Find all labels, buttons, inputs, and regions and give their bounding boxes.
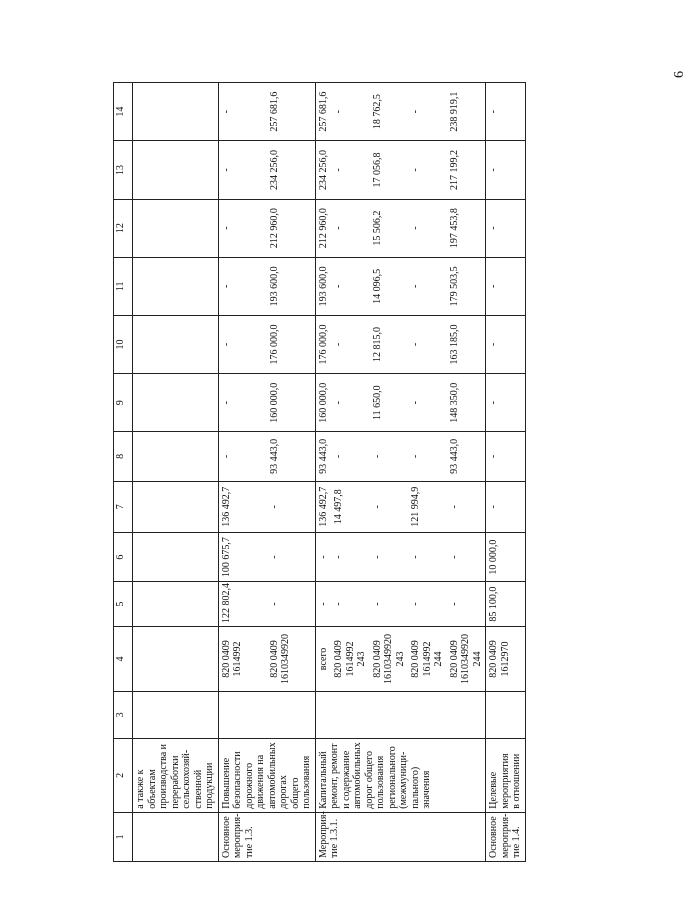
cell-text-line: 1610349920	[383, 633, 394, 684]
value-cell: 176 000,0	[267, 315, 316, 373]
value-cell: -	[218, 315, 267, 373]
cell-text-line: мероприя-	[232, 813, 243, 858]
value-cell: 234 256,0	[315, 141, 331, 199]
cell-text-line: 1614992	[344, 641, 356, 677]
value-cell: -	[447, 481, 486, 532]
value-cell: -	[218, 374, 267, 432]
value-cell: 136 492,7	[315, 481, 331, 532]
value-cell: 212 960,0	[315, 199, 331, 257]
value-cell: -	[486, 83, 526, 141]
value-cell: -	[331, 582, 370, 627]
cell-text-line: Капитальный	[317, 751, 329, 809]
table-row	[133, 83, 219, 862]
measure-id-cell	[486, 812, 526, 861]
table-row	[218, 83, 267, 862]
cell-text-line: 1612970	[499, 641, 511, 677]
cell-text-line: пользования	[301, 755, 312, 809]
value-cell	[133, 481, 219, 532]
measure-name-cell	[133, 738, 219, 812]
value-cell: 257 681,6	[315, 83, 331, 141]
cell-text-line: регионального	[386, 746, 398, 809]
value-cell: -	[408, 374, 447, 432]
value-cell	[133, 315, 219, 373]
cell-text-line: 244	[471, 651, 483, 667]
cell-text-line: а также к	[135, 769, 146, 809]
cell-text-line: Основное	[220, 816, 232, 858]
value-cell: -	[408, 83, 447, 141]
header-cell: 5	[114, 582, 133, 627]
cell-text-line: тие 1.4.	[511, 826, 522, 858]
cell-text-line: тие 1.3.1.	[329, 818, 340, 858]
value-cell: 238 919,1	[447, 83, 486, 141]
value-cell: 197 453,8	[447, 199, 486, 257]
cell-text-line: 820 0409	[488, 640, 499, 678]
cell-text-line: дорог общего	[363, 750, 375, 809]
budget-code-cell	[408, 627, 447, 692]
value-cell: -	[447, 533, 486, 582]
value-cell: 15 506,2	[370, 199, 409, 257]
cell-text-line: 820 0409	[410, 640, 421, 678]
value-cell: 93 443,0	[315, 432, 331, 481]
value-cell: -	[267, 582, 316, 627]
value-cell: 121 994,9	[408, 481, 447, 532]
value-cell: -	[486, 315, 526, 373]
page-number: 6	[672, 71, 687, 78]
budget-code-cell	[486, 627, 526, 692]
value-cell: -	[267, 481, 316, 532]
budget-table	[113, 82, 526, 862]
cell-text-line: всего	[317, 647, 329, 671]
cell-text-line: пального)	[409, 766, 421, 809]
cell-text-line: безопасности	[232, 751, 243, 809]
value-cell: -	[370, 481, 409, 532]
value-cell: -	[486, 481, 526, 532]
cell-text-line: 820 0409	[333, 640, 344, 678]
value-cell: 136 492,7	[218, 481, 267, 532]
executor-cell	[486, 691, 526, 738]
value-cell: 234 256,0	[267, 141, 316, 199]
value-cell: 10 000,0	[486, 533, 526, 582]
value-cell: -	[331, 374, 370, 432]
value-cell: -	[218, 199, 267, 257]
cell-text-line: ственной	[192, 769, 204, 809]
value-cell: 212 960,0	[267, 199, 316, 257]
cell-text-line: 820 0409	[448, 640, 460, 678]
value-cell: 148 350,0	[447, 374, 486, 432]
cell-text-line: Целевые	[488, 771, 499, 809]
value-cell: -	[447, 582, 486, 627]
cell-text-line: Основное	[488, 816, 499, 858]
value-cell: -	[408, 582, 447, 627]
cell-text-line: автомобильных	[266, 742, 278, 809]
cell-text-line: 243	[356, 651, 367, 667]
value-cell: -	[331, 199, 370, 257]
value-cell: 160 000,0	[315, 374, 331, 432]
header-cell: 6	[114, 533, 133, 582]
measure-id-cell	[218, 812, 315, 861]
value-cell: 193 600,0	[267, 257, 316, 315]
header-cell: 13	[114, 141, 133, 199]
executor-cell	[315, 691, 486, 738]
value-cell: 12 815,0	[370, 315, 409, 373]
header-cell: 7	[114, 481, 133, 532]
value-cell: 18 762,5	[370, 83, 409, 141]
value-cell: -	[315, 533, 331, 582]
value-cell: 217 199,2	[447, 141, 486, 199]
budget-code-cell	[370, 627, 409, 692]
executor-cell	[133, 691, 219, 738]
value-cell: 122 802,4	[218, 582, 267, 627]
value-cell: 160 000,0	[267, 374, 316, 432]
cell-text-line: движения на	[255, 754, 266, 809]
table-row	[486, 83, 526, 862]
value-cell: -	[218, 257, 267, 315]
value-cell: -	[315, 582, 331, 627]
value-cell: -	[331, 141, 370, 199]
cell-text-line: переработки	[169, 755, 181, 809]
value-cell: -	[408, 199, 447, 257]
value-cell: -	[331, 315, 370, 373]
value-cell: -	[486, 432, 526, 481]
header-cell: 12	[114, 199, 133, 257]
value-cell: -	[408, 141, 447, 199]
value-cell: -	[331, 432, 370, 481]
executor-cell	[218, 691, 315, 738]
cell-text-line: тие 1.3.	[243, 826, 255, 858]
measure-id-cell	[315, 812, 486, 861]
value-cell: -	[408, 432, 447, 481]
cell-text-line: 1614992	[421, 641, 433, 677]
value-cell: 17 056,8	[370, 141, 409, 199]
value-cell: 179 503,5	[447, 257, 486, 315]
budget-code-cell	[133, 627, 219, 692]
value-cell	[133, 141, 219, 199]
value-cell: 93 443,0	[267, 432, 316, 481]
value-cell: -	[370, 432, 409, 481]
value-cell: -	[331, 533, 370, 582]
value-cell: -	[408, 257, 447, 315]
value-cell: 11 650,0	[370, 374, 409, 432]
value-cell: -	[370, 582, 409, 627]
value-cell: 193 600,0	[315, 257, 331, 315]
cell-text-line: 1614992	[232, 641, 243, 677]
value-cell: -	[267, 533, 316, 582]
value-cell: 85 100,0	[486, 582, 526, 627]
value-cell	[133, 582, 219, 627]
header-cell: 10	[114, 315, 133, 373]
header-cell: 14	[114, 83, 133, 141]
value-cell: -	[331, 83, 370, 141]
cell-text-line: автомобильных	[352, 742, 363, 809]
cell-text-line: мероприя-	[499, 813, 511, 858]
value-cell: -	[486, 199, 526, 257]
value-cell: -	[408, 315, 447, 373]
measure-name-cell	[486, 738, 526, 812]
header-cell: 9	[114, 374, 133, 432]
measure-name-cell	[218, 738, 315, 812]
value-cell: -	[218, 432, 267, 481]
cell-text-line: производства и	[158, 743, 169, 809]
budget-code-cell	[447, 627, 486, 692]
value-cell	[133, 257, 219, 315]
value-cell: -	[486, 141, 526, 199]
header-cell: 2	[114, 738, 133, 812]
cell-text-line: 820 0409	[220, 640, 232, 678]
cell-text-line: Мероприя-	[317, 811, 329, 858]
value-cell: -	[486, 374, 526, 432]
header-cell: 1	[114, 812, 133, 861]
budget-code-cell	[218, 627, 267, 692]
budget-code-cell	[315, 627, 331, 692]
value-cell: -	[331, 257, 370, 315]
value-cell: 257 681,6	[267, 83, 316, 141]
cell-text-line: ремонт, ремонт	[329, 743, 340, 809]
value-cell: 176 000,0	[315, 315, 331, 373]
value-cell: 100 675,7	[218, 533, 267, 582]
cell-text-line: 1610349920	[280, 633, 291, 684]
value-cell	[133, 199, 219, 257]
table-row	[315, 83, 331, 862]
cell-text-line: Повышение	[220, 757, 232, 809]
value-cell: -	[408, 533, 447, 582]
budget-code-cell	[267, 627, 316, 692]
cell-text-line: 243	[394, 651, 406, 667]
value-cell: -	[218, 141, 267, 199]
cell-text-line: дорогах общего	[278, 775, 301, 809]
cell-text-line: продукции	[204, 762, 215, 809]
cell-text-line: и содержание	[340, 750, 352, 809]
cell-text-line: (межмуници-	[398, 751, 409, 809]
measure-id-cell	[133, 812, 219, 861]
value-cell: -	[370, 533, 409, 582]
value-cell	[133, 533, 219, 582]
header-cell: 11	[114, 257, 133, 315]
measure-name-cell	[315, 738, 486, 812]
value-cell	[133, 432, 219, 481]
cell-text-line: 820 0409	[268, 640, 280, 678]
budget-code-cell	[331, 627, 370, 692]
value-cell	[133, 83, 219, 141]
cell-text-line: 1610349920	[460, 633, 471, 684]
value-cell: 163 185,0	[447, 315, 486, 373]
cell-text-line: 820 0409	[371, 640, 383, 678]
value-cell: 14 497,8	[331, 481, 370, 532]
value-cell: -	[486, 257, 526, 315]
cell-text-line: значения	[421, 770, 432, 809]
cell-text-line: сельскохозяй-	[181, 749, 192, 809]
cell-text-line: в отношении	[511, 753, 522, 809]
cell-text-line: 244	[433, 651, 444, 667]
value-cell: 14 096,5	[370, 257, 409, 315]
header-row	[114, 83, 133, 862]
cell-text-line: дорожного	[243, 762, 255, 809]
cell-text-line: мероприятия	[499, 753, 511, 809]
header-cell: 8	[114, 432, 133, 481]
value-cell	[133, 374, 219, 432]
cell-text-line: пользования	[375, 755, 386, 809]
header-cell: 4	[114, 627, 133, 692]
value-cell: 93 443,0	[447, 432, 486, 481]
header-cell: 3	[114, 691, 133, 738]
rotated-table-wrapper	[113, 82, 558, 862]
cell-text-line: объектам	[146, 769, 158, 809]
value-cell: -	[218, 83, 267, 141]
